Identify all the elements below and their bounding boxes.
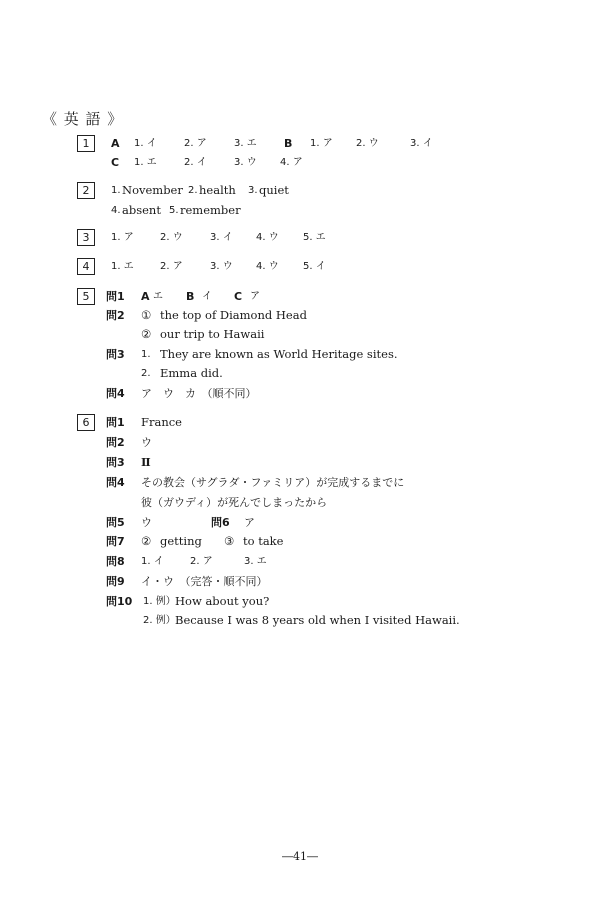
q6-9-answer: イ・ウ （完答・順不同）	[141, 575, 268, 588]
q6-7-answer-2: to take	[243, 534, 284, 548]
answer-2-3: quiet	[259, 183, 289, 197]
answer-3-2: 2. ウ	[160, 232, 183, 243]
question-number-5: 5	[77, 288, 95, 305]
answer-1b-1: 1. ア	[310, 138, 333, 149]
q5-3-answer-1: They are known as World Heritage sites.	[160, 347, 398, 361]
answer-4-3: 3. ウ	[210, 261, 233, 272]
q6-8-answer-1: 1. イ	[141, 556, 164, 567]
q6-4-answer-line-2: 彼（ガウディ）が死んでしまったから	[141, 496, 328, 509]
part-c-label: C	[111, 156, 120, 169]
answer-3-5: 5. エ	[303, 232, 326, 243]
answer-4-1: 1. エ	[111, 261, 134, 272]
answer-1a-2: 2. ア	[184, 138, 207, 149]
answer-3-4: 4. ウ	[256, 232, 279, 243]
q5-3-num-2: 2.	[141, 368, 151, 379]
q5-1-c-answer: ア	[250, 291, 260, 302]
answer-2-4-num: 4.	[111, 205, 121, 216]
answer-1b-2: 2. ウ	[356, 138, 379, 149]
q5-1-label: 問1	[106, 290, 125, 303]
q5-1-b-label: B	[186, 290, 195, 303]
question-number-1: 1	[77, 135, 95, 152]
q6-1-answer: France	[141, 415, 182, 429]
q5-3-num-1: 1.	[141, 349, 151, 360]
answer-1a-3: 3. エ	[234, 138, 257, 149]
q6-7-label: 問7	[106, 535, 125, 548]
q6-4-answer-line-1: その教会（サグラダ・ファミリア）が完成するまでに	[141, 476, 405, 489]
q6-10-label: 問10	[106, 595, 133, 608]
q6-8-label: 問8	[106, 555, 125, 568]
part-a-label: A	[111, 137, 120, 150]
section-title: 《 英 語 》	[42, 110, 124, 128]
q6-8-answer-3: 3. エ	[244, 556, 267, 567]
answer-1c-3: 3. ウ	[234, 157, 257, 168]
answer-1c-4: 4. ア	[280, 157, 303, 168]
q5-1-c-label: C	[234, 290, 243, 303]
question-number-4: 4	[77, 258, 95, 275]
question-number-6: 6	[77, 414, 95, 431]
answer-1a-1: 1. イ	[134, 138, 157, 149]
answer-4-4: 4. ウ	[256, 261, 279, 272]
answer-1c-1: 1. エ	[134, 157, 157, 168]
answer-2-1-num: 1.	[111, 185, 121, 196]
q5-4-label: 問4	[106, 387, 125, 400]
q6-7-mark-1: ②	[141, 534, 152, 548]
q6-2-label: 問2	[106, 436, 125, 449]
q5-2-label: 問2	[106, 309, 125, 322]
q5-2-mark-1: ①	[141, 308, 152, 322]
answer-2-5: remember	[180, 203, 241, 217]
answer-4-5: 5. イ	[303, 261, 326, 272]
q6-4-label: 問4	[106, 476, 125, 489]
q6-3-answer: Ⅱ	[141, 455, 151, 469]
q5-1-b-answer: イ	[202, 291, 212, 302]
q5-2-answer-1: the top of Diamond Head	[160, 308, 307, 322]
answer-2-5-num: 5.	[169, 205, 179, 216]
answer-3-1: 1. ア	[111, 232, 134, 243]
q6-7-answer-1: getting	[160, 534, 202, 548]
q5-3-label: 問3	[106, 348, 125, 361]
q6-9-label: 問9	[106, 575, 125, 588]
answer-2-3-num: 3.	[248, 185, 258, 196]
q6-10-answer-2: Because I was 8 years old when I visited Hawaii.	[175, 613, 460, 627]
answer-1b-3: 3. イ	[410, 138, 433, 149]
q6-2-answer: ウ	[141, 436, 152, 449]
answer-4-2: 2. ア	[160, 261, 183, 272]
part-b-label: B	[284, 137, 293, 150]
answer-1c-2: 2. イ	[184, 157, 207, 168]
q5-1-a-answer: エ	[153, 291, 163, 302]
q6-3-label: 問3	[106, 456, 125, 469]
q6-10-num-1: 1. 例）	[143, 596, 176, 607]
q6-10-num-2: 2. 例）	[143, 615, 176, 626]
q6-1-label: 問1	[106, 416, 125, 429]
q5-4-answer: ア ウ カ （順不同）	[141, 387, 257, 400]
answer-2-2-num: 2.	[188, 185, 198, 196]
q6-5-answer: ウ	[141, 516, 152, 529]
q6-10-answer-1: How about you?	[175, 594, 270, 608]
q5-1-a-label: A	[141, 290, 150, 303]
q6-6-label: 問6	[211, 516, 230, 529]
answer-2-2: health	[199, 183, 236, 197]
q5-2-answer-2: our trip to Hawaii	[160, 327, 265, 341]
question-number-2: 2	[77, 182, 95, 199]
question-number-3: 3	[77, 229, 95, 246]
q6-5-label: 問5	[106, 516, 125, 529]
q5-3-answer-2: Emma did.	[160, 366, 223, 380]
answer-2-4: absent	[122, 203, 161, 217]
answer-3-3: 3. イ	[210, 232, 233, 243]
q6-7-mark-2: ③	[224, 534, 235, 548]
q6-6-answer: ア	[244, 516, 255, 529]
q6-8-answer-2: 2. ア	[190, 556, 213, 567]
answer-2-1: November	[122, 183, 183, 197]
page-number: ―41―	[282, 850, 318, 863]
q5-2-mark-2: ②	[141, 327, 152, 341]
